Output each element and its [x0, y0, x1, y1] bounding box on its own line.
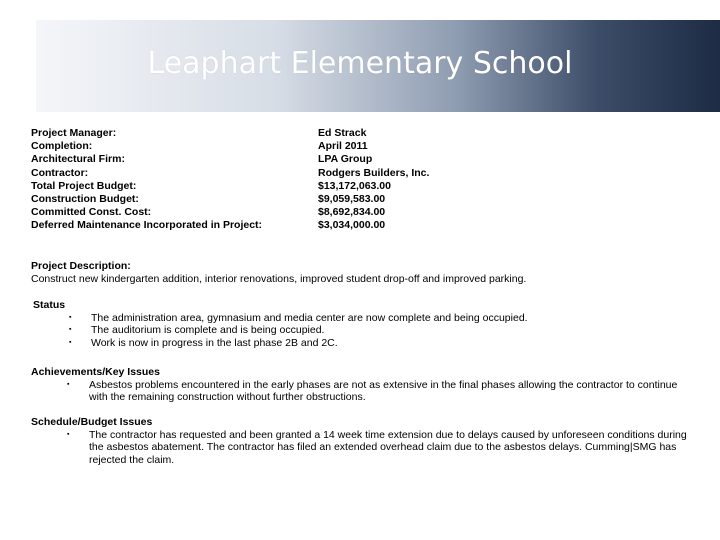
description-label: Project Description:	[31, 260, 131, 272]
bullet-icon: ▪	[69, 313, 72, 321]
list-item	[31, 379, 691, 404]
status-section	[33, 299, 693, 349]
status-list	[33, 312, 693, 350]
achievements-list	[31, 379, 691, 404]
label-project-manager: Project Manager:	[31, 127, 117, 139]
list-item	[31, 429, 691, 467]
schedule-item-text: The contractor has requested and been granted a 14 week time extension due to delays caused by unforeseen conditions during the asbestos abatement. The contractor has filed an extended overhead claim due to the asbestos delays. Cumming|SMG has rejected the claim.	[89, 428, 687, 466]
project-info-labels	[31, 127, 262, 233]
value-committed-cost: $8,692,834.00	[318, 206, 386, 219]
value-construction-budget: $9,059,583.00	[318, 193, 386, 206]
label-contractor: Contractor:	[31, 166, 89, 179]
list-item	[33, 324, 693, 337]
project-info-values	[318, 127, 429, 233]
achievements-section	[31, 366, 691, 404]
value-deferred-maintenance: $3,034,000.00	[318, 219, 386, 232]
status-item-text: The auditorium is complete and is being occupied.	[91, 324, 325, 336]
schedule-section	[31, 416, 691, 466]
value-contractor: Rodgers Builders, Inc.	[318, 166, 430, 179]
achievement-item-text: Asbestos problems encountered in the early phases are not as extensive in the final phases allowing the contractor to continue with the remaining construction without further obstructions.	[89, 378, 678, 403]
project-description	[31, 260, 691, 286]
label-deferred-maintenance: Deferred Maintenance Incorporated in Project:	[31, 219, 263, 232]
label-committed-cost: Committed Const. Cost:	[31, 206, 152, 219]
status-heading: Status	[33, 299, 66, 311]
list-item	[33, 312, 693, 325]
schedule-heading: Schedule/Budget Issues	[31, 416, 153, 428]
bullet-icon: ▪	[67, 430, 70, 438]
label-architectural-firm: Architectural Firm:	[31, 153, 125, 166]
label-completion: Completion:	[31, 140, 93, 153]
bullet-icon: ▪	[69, 338, 72, 346]
label-construction-budget: Construction Budget:	[31, 193, 139, 206]
bullet-icon: ▪	[69, 326, 72, 333]
value-completion: April 2011	[318, 140, 368, 153]
value-project-manager: Ed Strack	[318, 127, 367, 139]
list-item	[33, 337, 693, 350]
status-item-text: The administration area, gymnasium and media center are now complete and being occupied.	[91, 311, 528, 324]
bullet-icon: ▪	[67, 380, 70, 388]
value-total-budget: $13,172,063.00	[318, 179, 391, 192]
description-text: Construct new kindergarten addition, interior renovations, improved student drop-off and improved parking.	[31, 273, 527, 285]
label-total-budget: Total Project Budget:	[31, 179, 137, 192]
achievements-heading: Achievements/Key Issues	[31, 366, 160, 378]
value-architectural-firm: LPA Group	[318, 153, 373, 166]
schedule-list	[31, 429, 691, 467]
page-title: Leaphart Elementary School	[147, 46, 573, 81]
status-item-text: Work is now in progress in the last phase 2B and 2C.	[91, 336, 338, 349]
